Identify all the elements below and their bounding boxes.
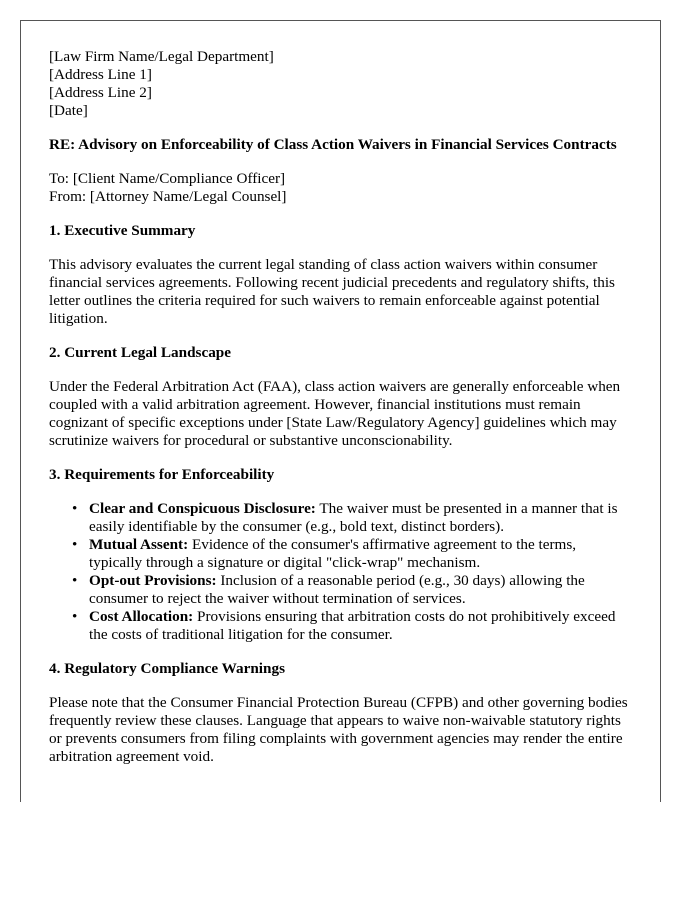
requirement-text: Inclusion of a reasonable period (e.g., 30 days) allowing the consumer to reject the waiver without termination of services. <box>89 572 585 607</box>
to-line: To: [Client Name/Compliance Officer] <box>49 170 286 187</box>
requirement-text: The waiver must be presented in a manner that is easily identifiable by the consumer (e.g., bold text, distinct borders). <box>89 500 618 535</box>
section-body-compliance-warnings: Please note that the Consumer Financial Protection Bureau (CFPB) and other governing bodies frequently review these clauses. Language that appears to waive non-waivable statutory rights or prevents consumers from filing complaints with government agencies may render the entire arbitration agreement void. <box>49 694 628 765</box>
subject-line: RE: Advisory on Enforceability of Class Action Waivers in Financial Services Contracts <box>49 136 617 153</box>
section-heading-requirements: 3. Requirements for Enforceability <box>49 466 275 483</box>
bullet-icon: • <box>72 500 78 517</box>
list-item <box>72 500 632 536</box>
letterhead <box>49 48 632 120</box>
bullet-icon: • <box>72 608 78 625</box>
section-heading-executive-summary: 1. Executive Summary <box>49 222 196 239</box>
requirement-term: Clear and Conspicuous Disclosure: <box>89 500 316 517</box>
list-item <box>72 536 632 572</box>
requirement-text: Provisions ensuring that arbitration costs do not prohibitively exceed the costs of traditional litigation for the consumer. <box>89 608 616 643</box>
requirement-term: Mutual Assent: <box>89 536 189 553</box>
list-item <box>72 608 632 644</box>
section-heading-legal-landscape: 2. Current Legal Landscape <box>49 344 231 361</box>
address-line-1: [Address Line 1] <box>49 66 152 83</box>
section-body-legal-landscape: Under the Federal Arbitration Act (FAA), class action waivers are generally enforceable when coupled with a valid arbitration agreement. However, financial institutions must remain cognizant of specific exceptions under [State Law/Regulatory Agency] guidelines which may scrutinize waivers for procedural or substantive unconscionability. <box>49 378 621 449</box>
from-line: From: [Attorney Name/Legal Counsel] <box>49 188 287 205</box>
letter-page <box>20 20 661 802</box>
addressees <box>49 170 632 206</box>
requirement-text: Evidence of the consumer's affirmative agreement to the terms, typically through a signature or digital "click-wrap" mechanism. <box>89 536 577 571</box>
address-line-2: [Address Line 2] <box>49 84 152 101</box>
section-heading-compliance-warnings: 4. Regulatory Compliance Warnings <box>49 660 285 677</box>
requirement-term: Opt-out Provisions: <box>89 572 217 589</box>
requirements-list <box>49 500 632 644</box>
bullet-icon: • <box>72 572 78 589</box>
bullet-icon: • <box>72 536 78 553</box>
letter-date: [Date] <box>49 102 88 119</box>
list-item <box>72 572 632 608</box>
firm-name: [Law Firm Name/Legal Department] <box>49 48 274 65</box>
section-body-executive-summary: This advisory evaluates the current legal standing of class action waivers within consumer financial services agreements. Following recent judicial precedents and regulatory shifts, this letter outlines the criteria required for such waivers to remain enforceable against potential litigation. <box>49 256 615 327</box>
requirement-term: Cost Allocation: <box>89 608 194 625</box>
